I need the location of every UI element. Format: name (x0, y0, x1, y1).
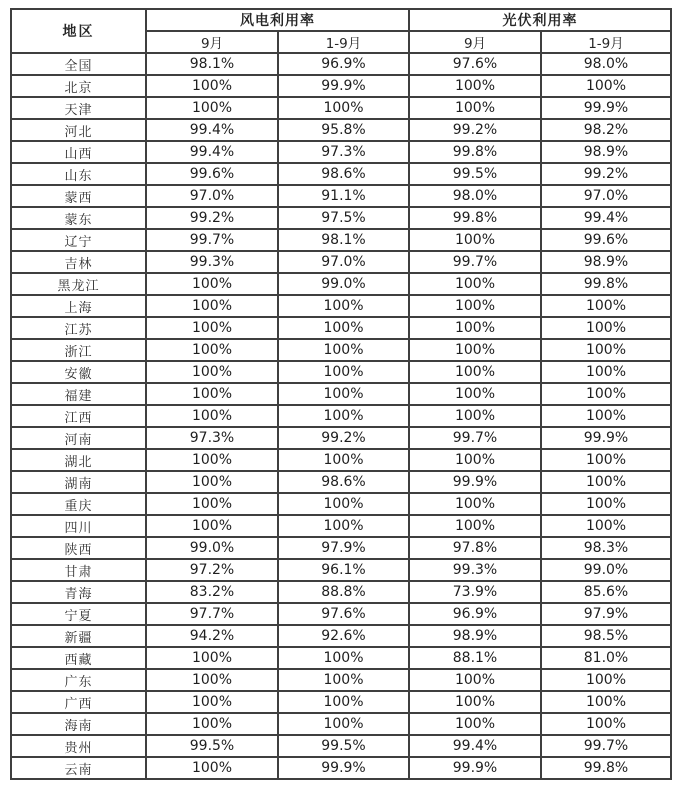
value-cell: 97.8% (409, 537, 541, 559)
value-cell: 100% (541, 339, 671, 361)
region-cell: 蒙东 (11, 207, 146, 229)
value-cell: 100% (146, 471, 278, 493)
value-cell: 97.0% (146, 185, 278, 207)
value-cell: 99.0% (146, 537, 278, 559)
value-cell: 100% (278, 97, 409, 119)
region-cell: 安徽 (11, 361, 146, 383)
table-row (11, 493, 671, 515)
table-row (11, 75, 671, 97)
value-cell: 81.0% (541, 647, 671, 669)
value-cell: 99.3% (409, 559, 541, 581)
value-cell: 97.6% (409, 53, 541, 75)
value-cell: 99.5% (146, 735, 278, 757)
region-cell: 贵州 (11, 735, 146, 757)
value-cell: 99.0% (278, 273, 409, 295)
value-cell: 100% (146, 361, 278, 383)
value-cell: 98.5% (541, 625, 671, 647)
table-row (11, 559, 671, 581)
region-cell: 浙江 (11, 339, 146, 361)
region-cell: 江西 (11, 405, 146, 427)
value-cell: 99.7% (541, 735, 671, 757)
value-cell: 98.0% (541, 53, 671, 75)
table-row (11, 427, 671, 449)
value-cell: 100% (409, 669, 541, 691)
value-cell: 100% (409, 713, 541, 735)
region-cell: 湖南 (11, 471, 146, 493)
utilization-rate-table (10, 8, 672, 780)
value-cell: 100% (409, 383, 541, 405)
value-cell: 100% (541, 405, 671, 427)
table-row (11, 207, 671, 229)
value-cell: 97.0% (278, 251, 409, 273)
value-cell: 99.4% (409, 735, 541, 757)
value-cell: 100% (278, 295, 409, 317)
region-cell: 辽宁 (11, 229, 146, 251)
value-cell: 100% (541, 449, 671, 471)
value-cell: 100% (146, 273, 278, 295)
region-cell: 河南 (11, 427, 146, 449)
table-row (11, 229, 671, 251)
value-cell: 94.2% (146, 625, 278, 647)
region-cell: 广西 (11, 691, 146, 713)
table-row (11, 603, 671, 625)
value-cell: 99.8% (409, 207, 541, 229)
value-cell: 100% (541, 669, 671, 691)
table-row (11, 53, 671, 75)
table-row (11, 515, 671, 537)
value-cell: 98.2% (541, 119, 671, 141)
value-cell: 99.9% (541, 97, 671, 119)
region-cell: 湖北 (11, 449, 146, 471)
value-cell: 100% (278, 317, 409, 339)
region-cell: 陕西 (11, 537, 146, 559)
value-cell: 97.2% (146, 559, 278, 581)
value-cell: 100% (146, 669, 278, 691)
value-cell: 98.9% (541, 251, 671, 273)
table-row (11, 625, 671, 647)
value-cell: 100% (146, 383, 278, 405)
value-cell: 100% (146, 75, 278, 97)
value-cell: 99.2% (278, 427, 409, 449)
table-row (11, 647, 671, 669)
value-cell: 100% (146, 295, 278, 317)
value-cell: 100% (278, 339, 409, 361)
value-cell: 92.6% (278, 625, 409, 647)
solar-utilization-group-header: 光伏利用率 (409, 9, 671, 31)
value-cell: 97.3% (146, 427, 278, 449)
value-cell: 99.7% (409, 251, 541, 273)
value-cell: 97.5% (278, 207, 409, 229)
value-cell: 97.9% (541, 603, 671, 625)
value-cell: 100% (541, 493, 671, 515)
region-cell: 甘肃 (11, 559, 146, 581)
region-cell: 四川 (11, 515, 146, 537)
table-row (11, 339, 671, 361)
value-cell: 100% (541, 713, 671, 735)
table-row (11, 361, 671, 383)
table-row (11, 273, 671, 295)
region-cell: 上海 (11, 295, 146, 317)
table-row (11, 141, 671, 163)
table-row (11, 405, 671, 427)
value-cell: 97.7% (146, 603, 278, 625)
table-row (11, 735, 671, 757)
value-cell: 99.2% (541, 163, 671, 185)
value-cell: 96.1% (278, 559, 409, 581)
region-cell: 西藏 (11, 647, 146, 669)
table-row (11, 251, 671, 273)
value-cell: 97.3% (278, 141, 409, 163)
value-cell: 96.9% (409, 603, 541, 625)
value-cell: 100% (146, 449, 278, 471)
value-cell: 100% (146, 97, 278, 119)
value-cell: 100% (409, 339, 541, 361)
value-cell: 99.6% (146, 163, 278, 185)
value-cell: 83.2% (146, 581, 278, 603)
value-cell: 100% (541, 295, 671, 317)
table-row (11, 757, 671, 779)
value-cell: 100% (541, 361, 671, 383)
value-cell: 99.0% (541, 559, 671, 581)
value-cell: 100% (409, 515, 541, 537)
value-cell: 99.5% (409, 163, 541, 185)
value-cell: 100% (278, 383, 409, 405)
value-cell: 100% (278, 669, 409, 691)
value-cell: 97.9% (278, 537, 409, 559)
value-cell: 100% (146, 757, 278, 779)
value-cell: 98.6% (278, 471, 409, 493)
value-cell: 99.9% (278, 75, 409, 97)
table-row (11, 691, 671, 713)
region-cell: 福建 (11, 383, 146, 405)
value-cell: 99.8% (409, 141, 541, 163)
value-cell: 100% (278, 493, 409, 515)
region-cell: 云南 (11, 757, 146, 779)
value-cell: 100% (409, 97, 541, 119)
solar-september-header: 9月 (409, 31, 541, 53)
value-cell: 91.1% (278, 185, 409, 207)
value-cell: 100% (278, 691, 409, 713)
value-cell: 98.1% (146, 53, 278, 75)
value-cell: 100% (146, 691, 278, 713)
value-cell: 95.8% (278, 119, 409, 141)
value-cell: 100% (541, 75, 671, 97)
value-cell: 99.7% (146, 229, 278, 251)
value-cell: 99.3% (146, 251, 278, 273)
value-cell: 98.0% (409, 185, 541, 207)
table-row (11, 185, 671, 207)
value-cell: 98.9% (409, 625, 541, 647)
region-cell: 新疆 (11, 625, 146, 647)
value-cell: 100% (409, 229, 541, 251)
table-row (11, 383, 671, 405)
table-row (11, 471, 671, 493)
value-cell: 99.9% (541, 427, 671, 449)
value-cell: 99.8% (541, 757, 671, 779)
table-row (11, 669, 671, 691)
value-cell: 100% (146, 405, 278, 427)
value-cell: 99.5% (278, 735, 409, 757)
header-row-groups (11, 9, 671, 31)
value-cell: 99.2% (146, 207, 278, 229)
solar-jan-to-sep-header: 1-9月 (541, 31, 671, 53)
value-cell: 100% (541, 383, 671, 405)
value-cell: 88.8% (278, 581, 409, 603)
value-cell: 99.9% (278, 757, 409, 779)
region-cell: 海南 (11, 713, 146, 735)
region-cell: 黑龙江 (11, 273, 146, 295)
value-cell: 99.7% (409, 427, 541, 449)
value-cell: 100% (409, 361, 541, 383)
table-row (11, 119, 671, 141)
value-cell: 100% (146, 647, 278, 669)
value-cell: 99.4% (541, 207, 671, 229)
value-cell: 100% (409, 405, 541, 427)
value-cell: 100% (409, 493, 541, 515)
wind-jan-to-sep-header: 1-9月 (278, 31, 409, 53)
value-cell: 100% (146, 713, 278, 735)
value-cell: 100% (278, 713, 409, 735)
value-cell: 99.9% (409, 471, 541, 493)
value-cell: 100% (409, 75, 541, 97)
value-cell: 100% (278, 449, 409, 471)
value-cell: 100% (541, 471, 671, 493)
value-cell: 100% (541, 317, 671, 339)
value-cell: 99.4% (146, 141, 278, 163)
value-cell: 97.0% (541, 185, 671, 207)
value-cell: 100% (278, 515, 409, 537)
value-cell: 100% (409, 273, 541, 295)
table-row (11, 163, 671, 185)
table-row (11, 295, 671, 317)
table-row (11, 581, 671, 603)
value-cell: 73.9% (409, 581, 541, 603)
value-cell: 99.6% (541, 229, 671, 251)
table-body (11, 53, 671, 779)
value-cell: 85.6% (541, 581, 671, 603)
value-cell: 96.9% (278, 53, 409, 75)
region-cell: 河北 (11, 119, 146, 141)
region-column-header: 地区 (11, 9, 146, 53)
region-cell: 山东 (11, 163, 146, 185)
value-cell: 99.4% (146, 119, 278, 141)
value-cell: 99.2% (409, 119, 541, 141)
region-cell: 重庆 (11, 493, 146, 515)
value-cell: 100% (146, 493, 278, 515)
value-cell: 98.3% (541, 537, 671, 559)
value-cell: 100% (146, 515, 278, 537)
region-cell: 天津 (11, 97, 146, 119)
value-cell: 88.1% (409, 647, 541, 669)
value-cell: 100% (278, 361, 409, 383)
region-cell: 山西 (11, 141, 146, 163)
value-cell: 99.9% (409, 757, 541, 779)
table-row (11, 317, 671, 339)
value-cell: 99.8% (541, 273, 671, 295)
value-cell: 100% (541, 691, 671, 713)
value-cell: 100% (278, 405, 409, 427)
value-cell: 98.6% (278, 163, 409, 185)
wind-utilization-group-header: 风电利用率 (146, 9, 409, 31)
value-cell: 100% (146, 339, 278, 361)
region-cell: 江苏 (11, 317, 146, 339)
value-cell: 100% (409, 449, 541, 471)
value-cell: 100% (146, 317, 278, 339)
value-cell: 100% (409, 317, 541, 339)
value-cell: 98.9% (541, 141, 671, 163)
table-row (11, 537, 671, 559)
region-cell: 宁夏 (11, 603, 146, 625)
region-cell: 青海 (11, 581, 146, 603)
table-row (11, 713, 671, 735)
table-header (11, 9, 671, 53)
region-cell: 蒙西 (11, 185, 146, 207)
region-cell: 吉林 (11, 251, 146, 273)
wind-september-header: 9月 (146, 31, 278, 53)
value-cell: 100% (278, 647, 409, 669)
region-cell: 全国 (11, 53, 146, 75)
value-cell: 100% (409, 295, 541, 317)
region-cell: 广东 (11, 669, 146, 691)
value-cell: 100% (541, 515, 671, 537)
region-cell: 北京 (11, 75, 146, 97)
table-row (11, 449, 671, 471)
value-cell: 100% (409, 691, 541, 713)
value-cell: 97.6% (278, 603, 409, 625)
value-cell: 98.1% (278, 229, 409, 251)
table-row (11, 97, 671, 119)
